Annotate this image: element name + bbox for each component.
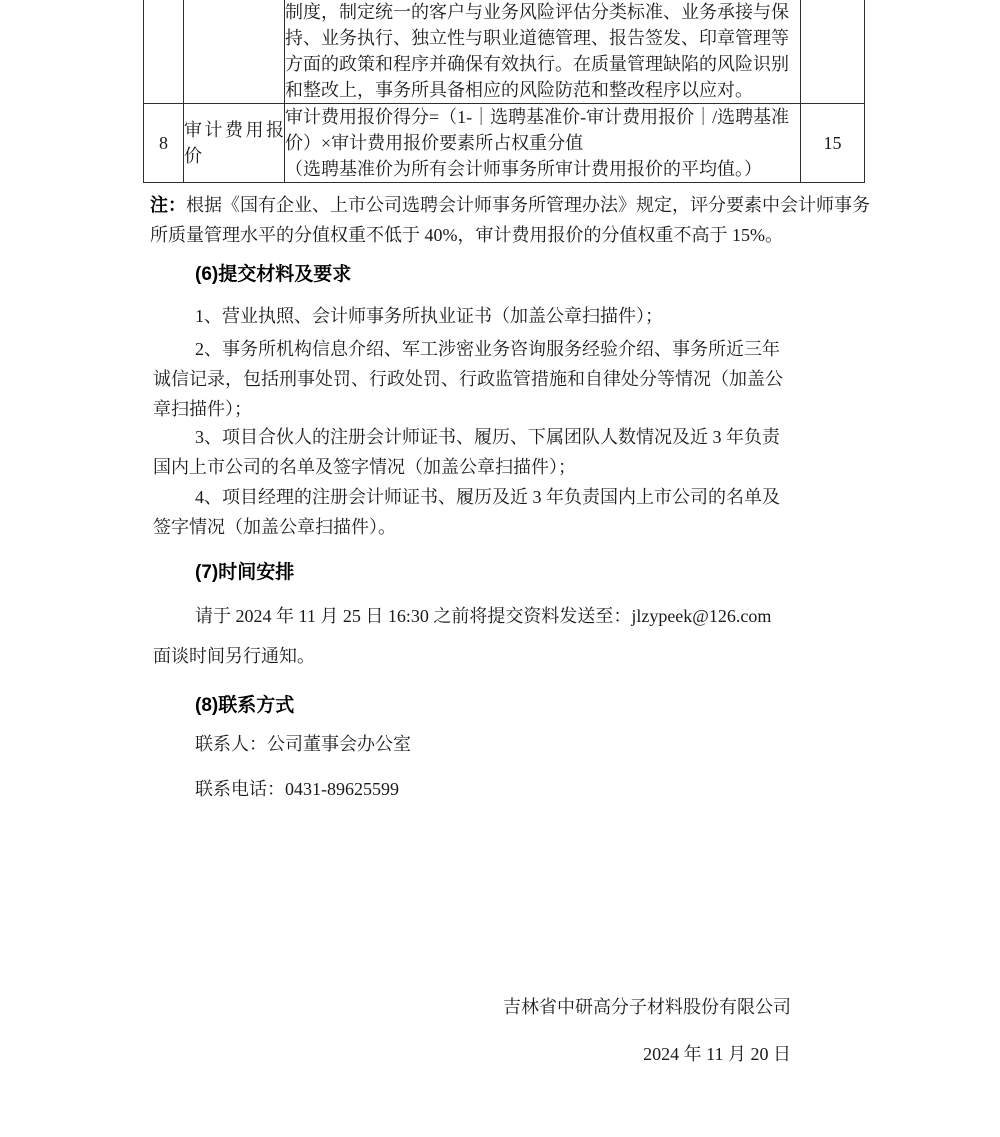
text-line: 持、业务执行、独立性与职业道德管理、报告签发、印章管理等 xyxy=(285,28,789,48)
note-label: 注： xyxy=(150,195,186,215)
criterion-name: 审计费用报价 xyxy=(184,120,284,166)
signature-block xyxy=(503,992,791,1069)
evaluation-table xyxy=(143,0,865,183)
criterion-desc-cell xyxy=(285,0,801,104)
text-line: 和整改上，事务所具备相应的风险防范和整改程序以应对。 xyxy=(285,80,753,100)
text-line: 章扫描件）； xyxy=(153,399,252,419)
note-paragraph xyxy=(150,190,870,250)
text-line: 4、项目经理的注册会计师证书、履历及近 3 年负责国内上市公司的名单及 xyxy=(195,487,780,507)
text-line: 2、事务所机构信息介绍、军工涉密业务咨询服务经验介绍、事务所近三年 xyxy=(195,339,780,359)
text-line: 制度，制定统一的客户与业务风险评估分类标准、业务承接与保 xyxy=(285,2,789,22)
issue-date: 2024 年 11 月 20 日 xyxy=(643,1044,791,1064)
text-line: 签字情况（加盖公章扫描件）。 xyxy=(153,517,396,537)
section-6-heading: (6)提交材料及要求 xyxy=(195,264,352,285)
table-row-8 xyxy=(144,104,865,183)
text-line xyxy=(150,190,870,220)
schedule-paragraph xyxy=(153,596,860,676)
text-line: （选聘基准价为所有会计师事务所审计费用报价的平均值。） xyxy=(285,159,762,179)
table-row-partial xyxy=(144,0,865,104)
row-index-cell xyxy=(144,0,184,104)
material-item-4 xyxy=(153,482,860,542)
criterion-name-cell xyxy=(184,104,285,183)
text-line: 联系人：公司董事会办公室 xyxy=(195,734,411,754)
text-line: 方面的政策和程序并确保有效执行。在质量管理缺陷的风险识别 xyxy=(285,54,789,74)
note-text: 根据《国有企业、上市公司选聘会计师事务所管理办法》规定，评分要素中会计师事务 xyxy=(186,195,870,215)
text-line: 价）×审计费用报价要素所占权重分值 xyxy=(285,133,584,153)
text-line: 3、项目合伙人的注册会计师证书、履历、下属团队人数情况及近 3 年负责 xyxy=(195,427,780,447)
material-item-1 xyxy=(153,301,860,331)
score-cell: 15 xyxy=(801,104,865,183)
text-line: 面谈时间另行通知。 xyxy=(153,646,315,666)
text-line: 联系电话：0431-89625599 xyxy=(195,779,399,799)
contact-person-line xyxy=(153,729,860,759)
text-line: 审计费用报价得分=（1-｜选聘基准价-审计费用报价｜/选聘基准 xyxy=(285,107,790,127)
score-cell xyxy=(801,0,865,104)
material-item-3 xyxy=(153,422,860,482)
text-line: 诚信记录，包括刑事处罚、行政处罚、行政监管措施和自律处分等情况（加盖公 xyxy=(153,369,783,389)
text-line: 国内上市公司的名单及签字情况（加盖公章扫描件）； xyxy=(153,457,576,477)
contact-phone-line xyxy=(153,774,860,804)
material-item-2 xyxy=(153,334,860,424)
criterion-desc-cell xyxy=(285,104,801,183)
section-8-heading: (8)联系方式 xyxy=(195,695,295,716)
section-7-heading: (7)时间安排 xyxy=(195,562,295,583)
row-index-cell: 8 xyxy=(144,104,184,183)
text-line: 所质量管理水平的分值权重不低于 40%，审计费用报价的分值权重不高于 15%。 xyxy=(150,225,783,245)
criterion-name-cell xyxy=(184,0,285,104)
text-line: 1、营业执照、会计师事务所执业证书（加盖公章扫描件）； xyxy=(195,306,663,326)
company-name: 吉林省中研高分子材料股份有限公司 xyxy=(503,997,791,1017)
text-line: 请于 2024 年 11 月 25 日 16:30 之前将提交资料发送至：jlzypeek@126.com xyxy=(195,606,772,626)
